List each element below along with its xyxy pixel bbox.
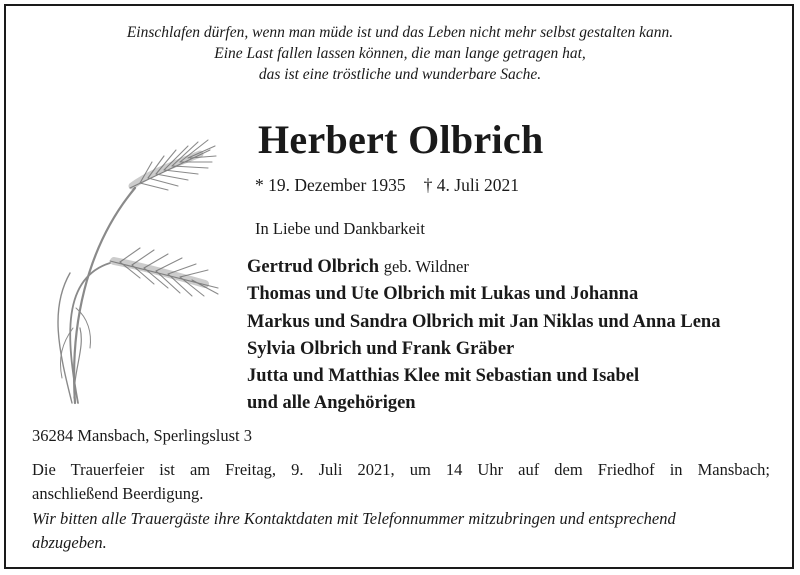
mourner-line: und alle Angehörigen [247,393,416,414]
mourner-line: Jutta und Matthias Klee mit Sebastian und Isabel [247,366,640,387]
contact-request [32,507,772,555]
poem-line: Einschlafen dürfen, wenn man müde ist und das Leben nicht mehr selbst gestalten kann. [126,24,674,41]
mourner-line: Markus und Sandra Olbrich mit Jan Niklas und Anna Lena [247,311,721,332]
birth-date: * 19. Dezember 1935 [255,175,406,195]
request-line: abzugeben. [32,533,107,552]
poem-line: das ist eine tröstliche und wunderbare Sache. [258,66,542,83]
intro-text: In Liebe und Dankbarkeit [255,219,425,238]
service-line: Die Trauerfeier ist am Freitag, 9. Juli 2021, um 14 Uhr auf dem Friedhof in Mansbach; [32,460,770,479]
service-line: anschließend Beerdigung. [32,484,204,503]
mourner-line [247,253,720,281]
poem [0,22,800,85]
wheat-ears-icon [40,128,240,408]
mourner-line: Sylvia Olbrich und Frank Gräber [247,338,515,359]
request-line: Wir bitten alle Trauergäste ihre Kontaktdaten mit Telefonnummer mitzubringen und entsprechend [32,509,676,528]
service-info [32,458,770,506]
poem-line: Eine Last fallen lassen können, die man lange getragen hat, [214,45,586,62]
mourner-name: Gertrud Olbrich [247,257,380,277]
address: 36284 Mansbach, Sperlingslust 3 [32,426,252,445]
deceased-name: Herbert Olbrich [258,117,544,162]
mourner-line: Thomas und Ute Olbrich mit Lukas und Johanna [247,284,639,305]
life-dates [255,175,519,196]
mourner-maiden-name: geb. Wildner [383,257,469,276]
death-date: † 4. Juli 2021 [423,175,519,195]
mourners-list [247,253,720,418]
